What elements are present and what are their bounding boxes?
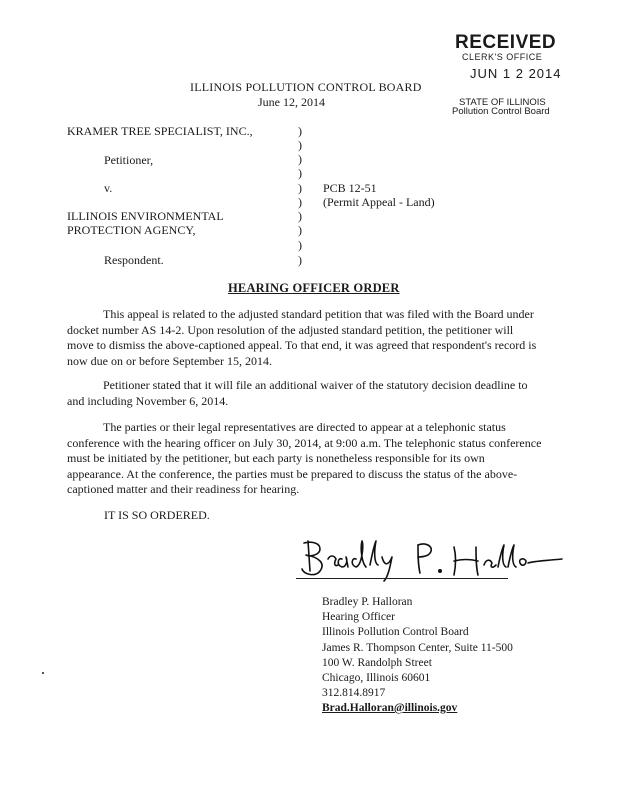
- caption-paren: ): [298, 253, 302, 267]
- caption-paren: ): [298, 195, 302, 209]
- signer-organization: Illinois Pollution Control Board: [322, 626, 469, 638]
- scan-speck: [42, 672, 44, 674]
- respondent-name-line1: ILLINOIS ENVIRONMENTAL: [67, 209, 224, 223]
- caption-paren: ): [298, 181, 302, 195]
- signer-title: Hearing Officer: [322, 611, 395, 623]
- case-type: (Permit Appeal - Land): [323, 195, 435, 209]
- signer-name: Bradley P. Halloran: [322, 596, 413, 608]
- paragraph-text: This appeal is related to the adjusted standard petition that was filed with the Board under docket number AS 14-2. Upon resolution of the adjusted standard petition, the petitioner will move to dismiss the above-captioned appeal. To that end, it was agreed that respondent's record is now due on or before September 15, 2014.: [67, 307, 537, 368]
- caption-paren: ): [298, 152, 302, 166]
- board-name: ILLINOIS POLLUTION CONTROL BOARD: [190, 80, 422, 94]
- caption-paren: ): [298, 138, 302, 152]
- signer-street: 100 W. Randolph Street: [322, 657, 432, 669]
- stamp-date: JUN 1 2 2014: [470, 66, 562, 81]
- versus: v.: [104, 181, 113, 195]
- signer-phone: 312.814.8917: [322, 687, 386, 699]
- petitioner-role: Petitioner,: [104, 153, 154, 167]
- order-paragraph-1: [67, 307, 542, 369]
- respondent-name-line2: PROTECTION AGENCY,: [67, 223, 196, 237]
- case-number: PCB 12-51: [323, 181, 377, 195]
- stamp-received: RECEIVED: [455, 32, 557, 53]
- stamp-clerk-office: CLERK'S OFFICE: [462, 52, 543, 62]
- order-paragraph-2: [67, 378, 542, 409]
- paragraph-text: The parties or their legal representatives are directed to appear at a telephonic status conference with the hearing officer on July 30, 2014, at 9:00 a.m. The telephonic status conference must be initiated by the petitioner, but each party is nonetheless responsible for its own appearance. At the conference, the parties must be prepared to discuss the status of the above-captioned matter and their readiness for hearing.: [67, 420, 542, 496]
- signature-line: [296, 578, 508, 579]
- petitioner-name: KRAMER TREE SPECIALIST, INC.,: [67, 124, 253, 138]
- caption-paren: ): [298, 238, 302, 252]
- stamp-state: STATE OF ILLINOIS: [459, 97, 546, 108]
- order-date: June 12, 2014: [258, 95, 325, 109]
- order-title: HEARING OFFICER ORDER: [228, 281, 400, 295]
- signer-building: James R. Thompson Center, Suite 11-500: [322, 642, 513, 654]
- paragraph-text: Petitioner stated that it will file an additional waiver of the statutory decision deadline to and including November 6, 2014.: [67, 378, 528, 408]
- caption-paren: ): [298, 223, 302, 237]
- respondent-role: Respondent.: [104, 253, 164, 267]
- so-ordered: IT IS SO ORDERED.: [104, 508, 210, 522]
- order-paragraph-3: [67, 420, 542, 498]
- caption-paren: ): [298, 124, 302, 138]
- signer-email-link[interactable]: Brad.Halloran@illinois.gov: [322, 702, 458, 714]
- stamp-board: Pollution Control Board: [452, 106, 550, 117]
- caption-paren: ): [298, 166, 302, 180]
- signer-city: Chicago, Illinois 60601: [322, 672, 431, 684]
- caption-paren: ): [298, 209, 302, 223]
